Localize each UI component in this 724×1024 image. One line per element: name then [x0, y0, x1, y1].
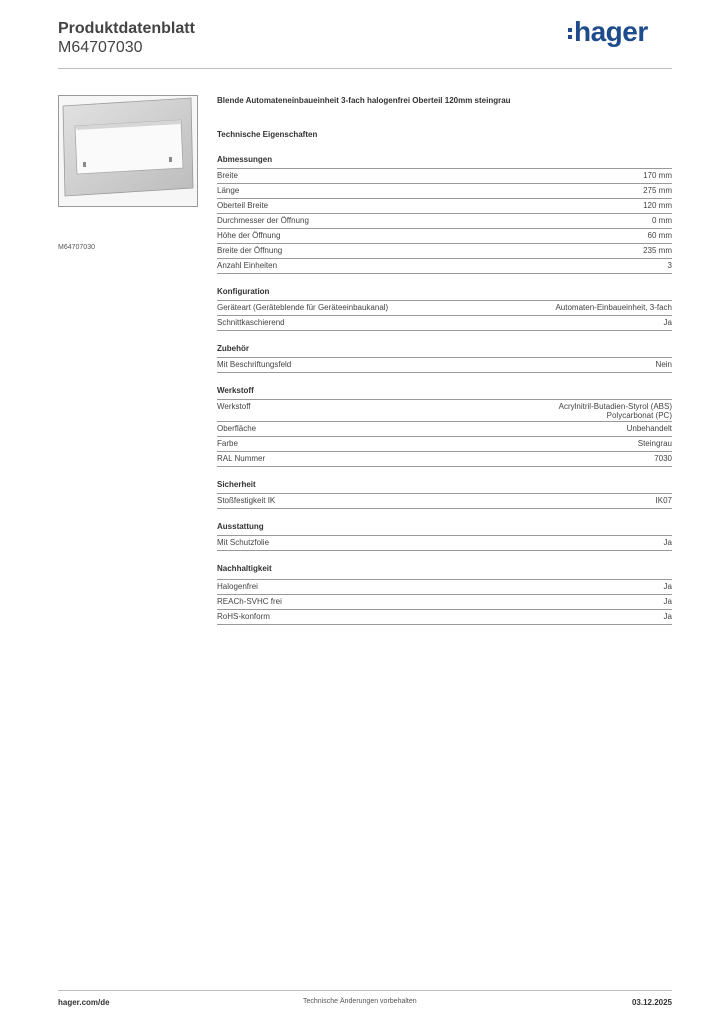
- section-nachhaltigkeit: [217, 564, 672, 625]
- row-label: Schnittkaschierend: [217, 318, 285, 327]
- row-label: Oberteil Breite: [217, 201, 269, 210]
- row-label: RoHS-konform: [217, 612, 270, 621]
- row-label: Farbe: [217, 439, 238, 448]
- table-row: [217, 610, 672, 625]
- row-label: Höhe der Öffnung: [217, 231, 281, 240]
- row-value: Unbehandelt: [626, 424, 672, 433]
- section-title: Werkstoff: [217, 386, 672, 400]
- section-title: Zubehör: [217, 344, 672, 358]
- row-label: RAL Nummer: [217, 454, 266, 463]
- table-row: [217, 452, 672, 467]
- table-row: [217, 580, 672, 595]
- table-row: [217, 169, 672, 184]
- footer-date: 03.12.2025: [631, 998, 672, 1007]
- row-label: Stoßfestigkeit IK: [217, 496, 276, 505]
- row-label: Werkstoff: [217, 402, 251, 411]
- section-zubehoer: [217, 344, 672, 373]
- table-row: [217, 199, 672, 214]
- section-title: Nachhaltigkeit: [217, 564, 672, 580]
- section-abmessungen: [217, 155, 672, 274]
- row-value: 60 mm: [647, 231, 672, 240]
- table-row: [217, 244, 672, 259]
- table-row: [217, 259, 672, 274]
- row-value: 275 mm: [643, 186, 672, 195]
- row-value-line: Acrylnitril-Butadien-Styrol (ABS): [558, 402, 672, 411]
- table-row: [217, 422, 672, 437]
- table-row: [217, 184, 672, 199]
- footer-website: hager.com/de: [58, 998, 110, 1007]
- row-value: Ja: [663, 582, 672, 591]
- row-value: 235 mm: [643, 246, 672, 255]
- product-description: Blende Automateneinbaueinheit 3-fach halogenfrei Oberteil 120mm steingrau: [217, 96, 511, 105]
- row-value: 7030: [654, 454, 672, 463]
- table-row: [217, 494, 672, 509]
- row-value: Ja: [663, 612, 672, 621]
- row-label: Geräteart (Geräteblende für Geräteeinbaukanal): [217, 303, 389, 312]
- row-value: 120 mm: [643, 201, 672, 210]
- row-value: Nein: [655, 360, 672, 369]
- row-value: [559, 402, 672, 420]
- table-row: [217, 595, 672, 610]
- footer-disclaimer: Technische Änderungen vorbehalten: [303, 998, 417, 1005]
- row-label: Oberfläche: [217, 424, 257, 433]
- section-ausstattung: [217, 522, 672, 551]
- row-value: Steingrau: [637, 439, 672, 448]
- document-title: Produktdatenblatt: [58, 20, 195, 37]
- section-werkstoff: [217, 386, 672, 467]
- section-konfiguration: [217, 287, 672, 331]
- technical-properties-title: Technische Eigenschaften: [217, 130, 318, 139]
- row-label: Länge: [217, 186, 240, 195]
- table-row: [217, 437, 672, 452]
- row-value: 0 mm: [652, 216, 672, 225]
- section-title: Ausstattung: [217, 522, 672, 536]
- row-label: Breite: [217, 171, 238, 180]
- row-value: Automaten-Einbaueinheit, 3-fach: [555, 303, 672, 312]
- header-divider: [58, 68, 672, 69]
- table-row: [217, 301, 672, 316]
- row-value: Ja: [663, 538, 672, 547]
- section-title: Sicherheit: [217, 480, 672, 494]
- product-code: M64707030: [58, 39, 143, 56]
- row-label: Breite der Öffnung: [217, 246, 283, 255]
- table-row: [217, 400, 672, 422]
- row-label: Anzahl Einheiten: [217, 261, 278, 270]
- row-value: IK07: [655, 496, 672, 505]
- row-label: Halogenfrei: [217, 582, 258, 591]
- footer-divider: [58, 990, 672, 991]
- logo-dots-icon: [568, 25, 572, 42]
- table-row: [217, 214, 672, 229]
- row-value: Ja: [663, 318, 672, 327]
- datasheet-content: [217, 96, 672, 625]
- table-row: [217, 358, 672, 373]
- table-row: [217, 316, 672, 331]
- image-caption: M64707030: [58, 244, 95, 251]
- product-image: [58, 95, 198, 207]
- table-row: [217, 536, 672, 551]
- row-label: Durchmesser der Öffnung: [217, 216, 309, 225]
- row-value: 170 mm: [643, 171, 672, 180]
- row-value: Ja: [663, 597, 672, 606]
- row-value-line: Polycarbonat (PC): [606, 411, 672, 420]
- section-sicherheit: [217, 480, 672, 509]
- section-title: Abmessungen: [217, 155, 672, 169]
- row-value: 3: [667, 261, 672, 270]
- row-label: REACh-SVHC frei: [217, 597, 282, 606]
- hager-logo: [568, 16, 648, 48]
- row-label: Mit Schutzfolie: [217, 538, 270, 547]
- row-label: Mit Beschriftungsfeld: [217, 360, 292, 369]
- cover-plate-illustration: [59, 96, 197, 206]
- section-title: Konfiguration: [217, 287, 672, 301]
- logo-text: hager: [574, 16, 648, 47]
- table-row: [217, 229, 672, 244]
